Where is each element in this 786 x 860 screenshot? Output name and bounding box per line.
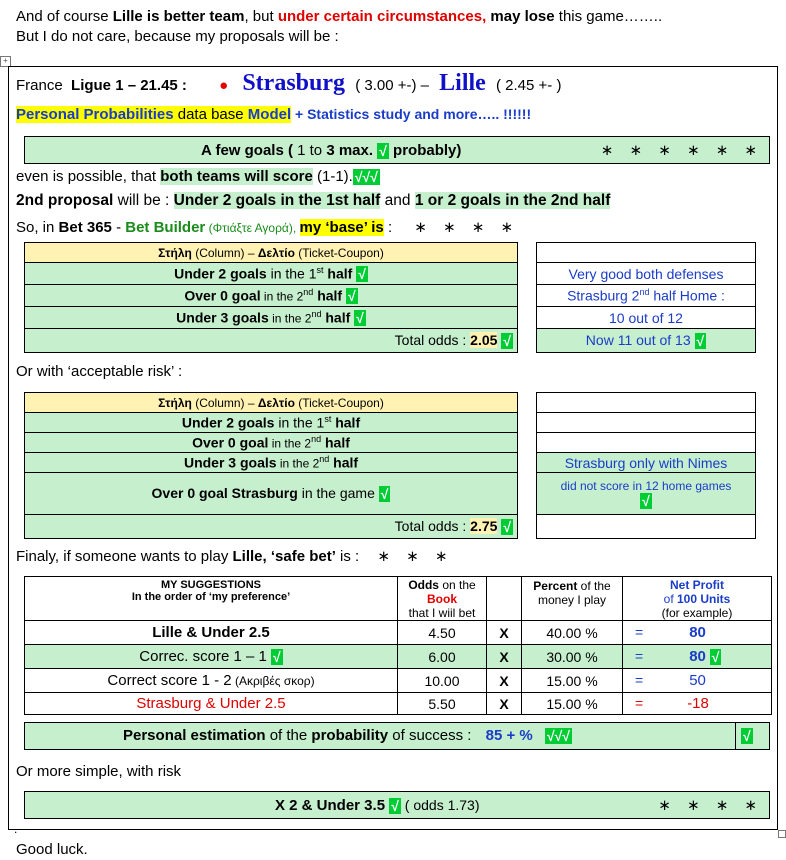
check-icon: √: [642, 492, 650, 509]
ticket-table-1: Στήλη (Column) – Δελτίο (Ticket-Coupon) Under 2 goals in the 1st half √ Over 0 goal in the 2nd half √ Under 3 goals in the 2nd half √ Total odds : 2.05 √: [24, 242, 518, 353]
simple-risk-label: Or more simple, with risk: [16, 763, 182, 780]
base-line: So, in Bet 365 - Bet Builder (Φτιάξτε Αγορά), my ‘base’ is : ∗ ∗ ∗ ∗: [16, 219, 520, 236]
suggestions-table: MY SUGGESTIONS In the order of ‘my preference’ Odds on the Book that I wiil bet Percent of the money I play Net Profit of 100 Units (for example) Lille & Under 2.5 4.50 X 40.00 % = 80 Correc. score 1 – 1 √ 6.00 X 30.00 % = 80 √ Correct score 1 - 2 (Ακριβές σκορ) 10.00 X 15.00 % = 50 Strasburg & Under 2.5 5.50 X 15.00 % = -18: [24, 576, 772, 715]
estimation-box: Personal estimation of the probability of success : 85 + % √√√ √: [24, 722, 770, 750]
check-icon: √√√: [354, 169, 378, 186]
table-row: Over 0 goal in the 2nd half √: [25, 285, 518, 307]
check-icon: √: [503, 333, 511, 350]
check-icon: √: [358, 266, 366, 283]
check-icon: √: [503, 519, 511, 536]
check-icon: √: [379, 143, 387, 160]
move-handle-icon[interactable]: +: [0, 56, 11, 67]
rating-stars: ∗ ∗ ∗: [377, 548, 454, 565]
both-teams-line: even is possible, that both teams will score (1-1). √√√: [16, 168, 378, 186]
finaly-line: Finaly, if someone wants to play Lille, ‘safe bet’ is : ∗ ∗ ∗: [16, 548, 454, 565]
intro-line-1: And of course Lille is better team, but under certain circumstances, may lose this game……..: [16, 8, 663, 25]
check-icon: √: [696, 333, 705, 350]
check-icon: √: [273, 649, 281, 666]
rating-stars: ∗ ∗ ∗ ∗: [658, 797, 763, 814]
match-title: France Ligue 1 – 21.45 : ● Strasburg ( 3.00 +-) – Lille ( 2.45 +- ): [16, 70, 562, 96]
table-row: Under 3 goals in the 2nd half: [25, 453, 518, 473]
outro-dot: .: [14, 822, 18, 836]
rating-stars: ∗ ∗ ∗ ∗: [414, 219, 520, 236]
table-row: Correct score 1 - 2 (Ακριβές σκορ) 10.00 X 15.00 % = 50: [25, 669, 772, 693]
table-row: Total odds : 2.05 √: [25, 329, 518, 353]
table-row: Total odds : 2.75 √: [25, 515, 518, 539]
table-row: Correc. score 1 – 1 √ 6.00 X 30.00 % = 80 √: [25, 645, 772, 669]
check-icon: √: [711, 649, 720, 666]
table-row: Under 2 goals in the 1st half: [25, 413, 518, 433]
check-icon: √: [356, 310, 364, 327]
check-icon: √: [391, 798, 399, 815]
check-icon: √: [743, 728, 751, 744]
check-icon: √√√: [546, 728, 570, 745]
intro-line-2: But I do not care, because my proposals will be :: [16, 28, 339, 45]
second-proposal-line: 2nd proposal will be : Under 2 goals in the 1st half and 1 or 2 goals in the 2nd half: [16, 192, 611, 209]
few-goals-box: A few goals ( 1 to 3 max. √ probably) ∗ ∗ ∗ ∗ ∗ ∗: [24, 136, 770, 164]
table-row: Lille & Under 2.5 4.50 X 40.00 % = 80: [25, 621, 772, 645]
table-row: Strasburg & Under 2.5 5.50 X 15.00 % = -18: [25, 693, 772, 715]
resize-handle-icon[interactable]: [778, 830, 786, 838]
good-luck: Good luck.: [16, 841, 88, 858]
model-line: Personal Probabilities data base Model + Statistics study and more….. !!!!!!: [16, 106, 532, 123]
x2-box: X 2 & Under 3.5 √ ( odds 1.73) ∗ ∗ ∗ ∗: [24, 791, 770, 819]
check-icon: √: [380, 486, 389, 503]
table-row: Over 0 goal Strasburg in the game √: [25, 473, 518, 515]
table-row: Over 0 goal in the 2nd half: [25, 433, 518, 453]
ticket-notes-2: Strasburg only with Nimes did not score in 12 home games √: [536, 392, 756, 539]
check-icon: √: [347, 288, 356, 305]
acceptable-risk-label: Or with ‘acceptable risk’ :: [16, 363, 183, 380]
table-row: Under 3 goals in the 2nd half √: [25, 307, 518, 329]
rating-stars: ∗ ∗ ∗ ∗ ∗ ∗: [600, 142, 763, 159]
table-row: Under 2 goals in the 1st half √: [25, 263, 518, 285]
ticket-table-2: Στήλη (Column) – Δελτίο (Ticket-Coupon) Under 2 goals in the 1st half Over 0 goal in the 2nd half Under 3 goals in the 2nd half Over 0 goal Strasburg in the game √ Total odds : 2.75 √: [24, 392, 518, 539]
ticket-notes-1: Very good both defenses Strasburg 2nd half Home : 10 out of 12 Now 11 out of 13 √: [536, 242, 756, 353]
